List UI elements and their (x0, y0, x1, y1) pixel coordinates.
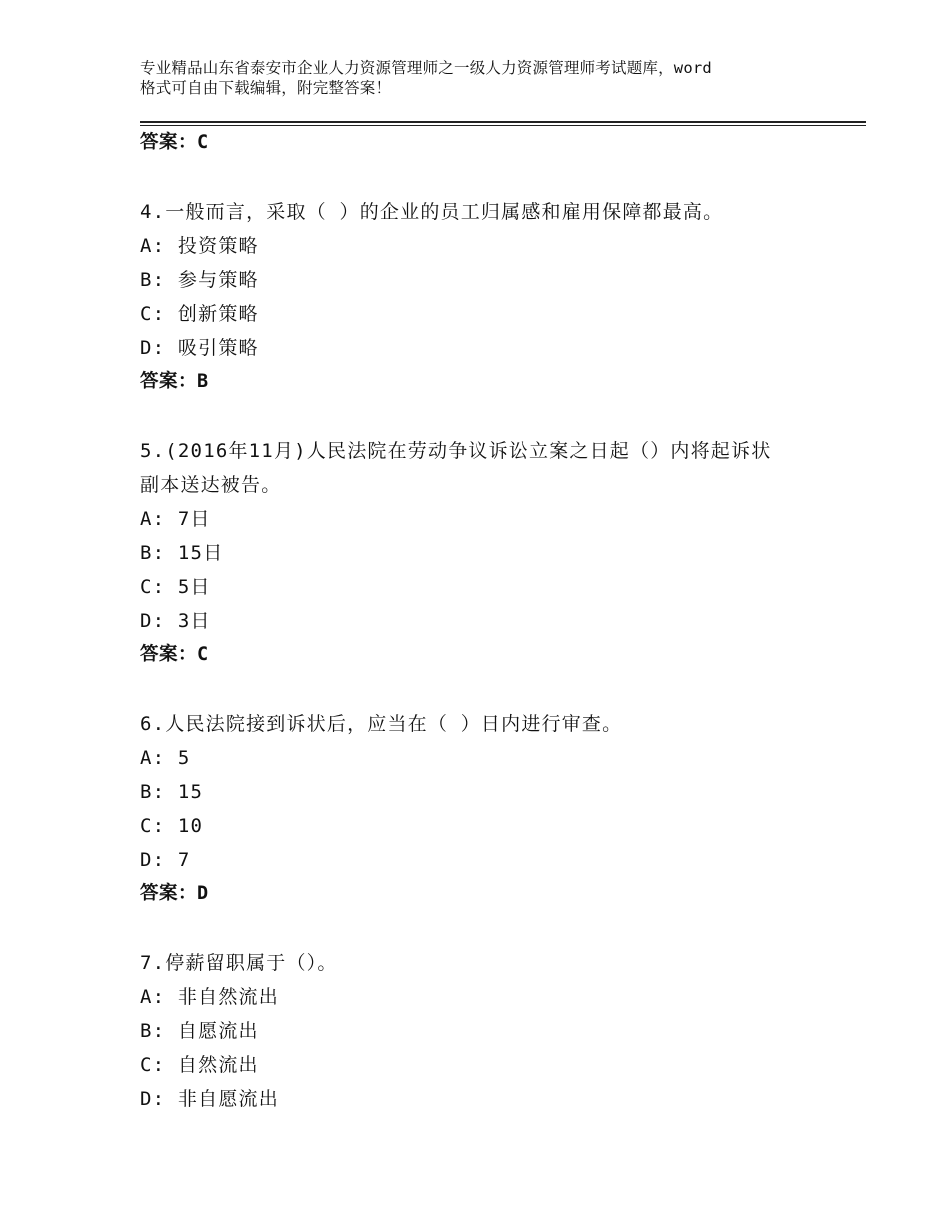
question-5-option-b: B: 15日 (140, 542, 224, 564)
question-6-answer: 答案：D (140, 883, 209, 904)
question-4-option-b: B: 参与策略 (140, 269, 259, 291)
question-5-option-d: D: 3日 (140, 610, 211, 632)
answer-line: 答案：C (140, 132, 209, 153)
question-5-option-a: A: 7日 (140, 508, 211, 530)
question-5-stem-line-2: 副本送达被告。 (140, 474, 282, 496)
question-4-option-c: C: 创新策略 (140, 303, 259, 325)
question-7-stem: 7.停薪留职属于（）。 (140, 952, 338, 974)
question-4-option-d: D: 吸引策略 (140, 337, 259, 359)
question-5-option-c: C: 5日 (140, 576, 211, 598)
question-6-stem: 6.人民法院接到诉状后，应当在（ ）日内进行审查。 (140, 713, 623, 735)
question-6-option-d: D: 7 (140, 849, 191, 871)
question-5-answer: 答案：C (140, 644, 209, 665)
header-line-1: 专业精品山东省泰安市企业人力资源管理师之一级人力资源管理师考试题库，word (140, 59, 712, 77)
question-7-option-b: B: 自愿流出 (140, 1020, 259, 1042)
question-6-option-a: A: 5 (140, 747, 191, 769)
header-divider-thick (140, 121, 866, 123)
question-6-option-c: C: 10 (140, 815, 204, 837)
document-header (140, 58, 830, 98)
header-divider-thin (140, 125, 866, 126)
question-7-option-d: D: 非自愿流出 (140, 1088, 279, 1110)
question-6-option-b: B: 15 (140, 781, 204, 803)
header-line-2: 格式可自由下载编辑，附完整答案！ (140, 79, 392, 97)
question-4-option-a: A: 投资策略 (140, 235, 259, 257)
question-4-stem: 4.一般而言，采取（ ）的企业的员工归属感和雇用保障都最高。 (140, 201, 724, 223)
question-7-option-c: C: 自然流出 (140, 1054, 259, 1076)
question-5-stem-line-1: 5.(2016年11月)人民法院在劳动争议诉讼立案之日起（）内将起诉状 (140, 440, 772, 462)
question-4-answer: 答案：B (140, 371, 209, 392)
question-7-option-a: A: 非自然流出 (140, 986, 279, 1008)
